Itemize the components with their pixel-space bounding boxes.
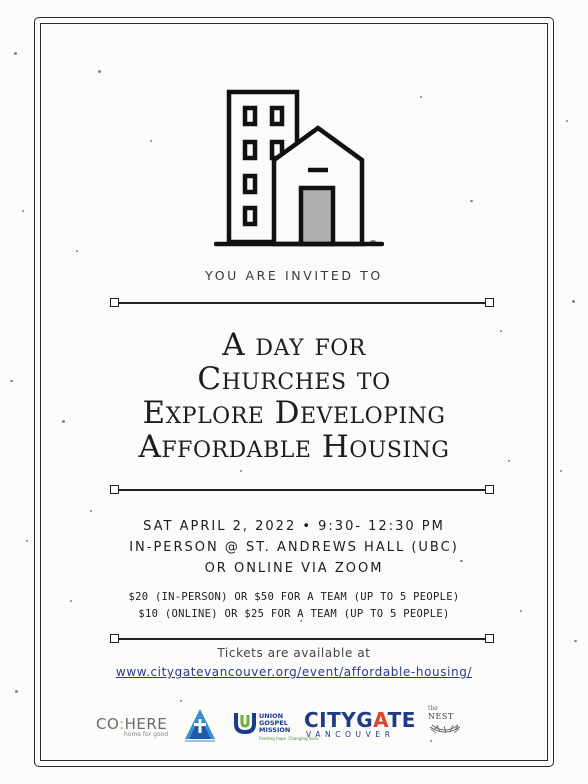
ticket-prices [0,589,588,623]
event-online: OR ONLINE VIA ZOOM [204,561,384,576]
divider-middle [110,485,494,495]
building-house-icon [214,88,384,248]
citygate-logo: CITYGATE VANCOUVER [304,708,416,739]
sponsor-logos [88,703,508,749]
price-in-person: $20 (IN-PERSON) OR $50 FOR A TEAM (UP TO 5 PEOPLE) [128,591,460,603]
event-location: IN-PERSON @ ST. ANDREWS HALL (UBC) [129,540,459,555]
nest-logo: the NEST [428,705,468,751]
title-line-1: A day for [222,327,366,363]
invite-heading: YOU ARE INVITED TO [205,268,383,283]
ugm-logo: UNION GOSPEL MISSION Feeding hope. Changing lives. [232,707,304,753]
event-details [0,516,588,579]
event-url-link[interactable]: www.citygatevancouver.org/event/affordable-housing/ [115,665,473,679]
divider-bottom [110,634,494,644]
cross-triangle-logo-icon [184,707,216,743]
ugm-logo-icon [232,709,258,735]
title-line-2: Churches to [197,361,391,397]
cohere-logo: CO:HERE home for good [96,715,169,738]
title-line-4: Affordable Housing [138,429,450,465]
event-title [0,328,588,464]
title-line-3: Explore Developing [142,395,446,431]
event-date-time: SAT APRIL 2, 2022 • 9:30- 12:30 PM [143,519,445,534]
tickets-text: Tickets are available at [217,646,371,660]
price-online: $10 (ONLINE) OR $25 FOR A TEAM (UP TO 5 PEOPLE) [138,608,450,620]
nest-logo-icon [428,721,462,737]
divider-top [110,298,494,308]
